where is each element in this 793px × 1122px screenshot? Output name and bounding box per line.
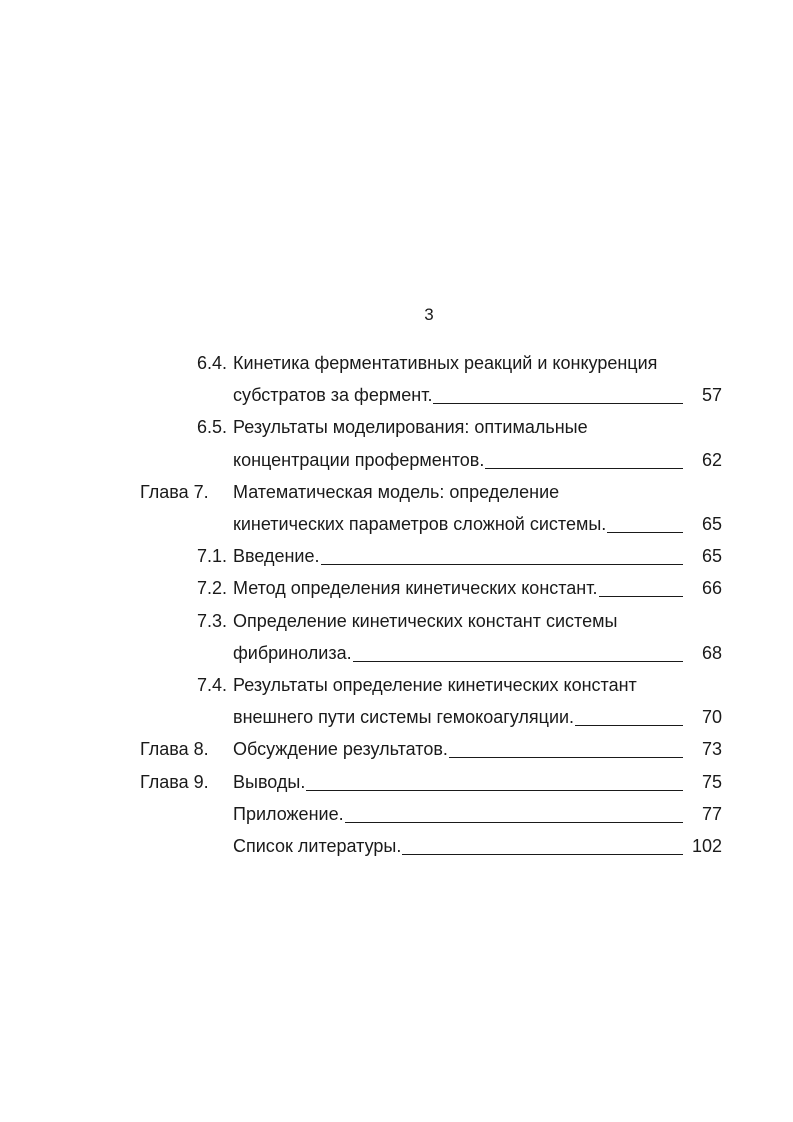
toc-entry-title: Математическая модель: определение [233, 482, 560, 502]
toc-page-number: 102 [691, 836, 722, 856]
toc-entry [0, 834, 793, 858]
toc-section-number: 7.2. [196, 578, 227, 598]
toc-entry-title: Приложение. [233, 804, 344, 824]
toc-entry-title: Кинетика ферментативных реакций и конкуренция [233, 353, 658, 373]
toc-entry [0, 512, 793, 536]
toc-entry [0, 705, 793, 729]
toc-section-number: 7.1. [196, 546, 227, 566]
toc-entry [0, 351, 793, 375]
toc-entry [0, 802, 793, 826]
toc-page-number: 73 [701, 739, 722, 759]
toc-entry-title: внешнего пути системы гемокоагуляции. [233, 707, 575, 727]
toc-leader-line [402, 854, 683, 855]
toc-entry [0, 383, 793, 407]
toc-page-number: 77 [701, 804, 722, 824]
toc-entry [0, 544, 793, 568]
toc-leader-line [433, 403, 683, 404]
toc-chapter-label: Глава 9. [140, 772, 209, 792]
toc-entry [0, 641, 793, 665]
toc-entry [0, 609, 793, 633]
toc-entry-title: фибринолиза. [233, 643, 352, 663]
toc-entry-title: Введение. [233, 546, 320, 566]
toc-entry-title: Результаты определение кинетических констант [233, 675, 637, 695]
toc-entry-title: субстратов за фермент. [233, 385, 433, 405]
toc-page-number: 68 [701, 643, 722, 663]
toc-page-number: 70 [701, 707, 722, 727]
toc-entry-title: Обсуждение результатов. [233, 739, 448, 759]
toc-entry [0, 737, 793, 761]
toc-section-number: 6.5. [196, 417, 227, 437]
toc-entry-title: Определение кинетических констант системы [233, 611, 618, 631]
toc-entry-title: концентрации проферментов. [233, 450, 485, 470]
toc-leader-line [353, 661, 683, 662]
toc-entry-title: Список литературы. [233, 836, 402, 856]
toc-section-number: 6.4. [196, 353, 227, 373]
toc-entry [0, 480, 793, 504]
toc-leader-line [306, 790, 683, 791]
toc-chapter-label: Глава 8. [140, 739, 209, 759]
toc-leader-line [599, 596, 684, 597]
toc-page-number: 75 [701, 772, 722, 792]
toc-entry [0, 673, 793, 697]
toc-leader-line [575, 725, 683, 726]
toc-entry-title: Выводы. [233, 772, 306, 792]
page-number: 3 [424, 305, 434, 324]
toc-page-number: 65 [701, 514, 722, 534]
toc-leader-line [321, 564, 683, 565]
toc-section-number: 7.4. [196, 675, 227, 695]
toc-page-number: 66 [701, 578, 722, 598]
toc-entry [0, 415, 793, 439]
toc-entry-title: кинетических параметров сложной системы. [233, 514, 607, 534]
toc-entry [0, 576, 793, 600]
toc-page-number: 62 [701, 450, 722, 470]
toc-page-number: 57 [701, 385, 722, 405]
toc-chapter-label: Глава 7. [140, 482, 209, 502]
toc-section-number: 7.3. [196, 611, 227, 631]
toc-leader-line [449, 757, 683, 758]
toc-leader-line [345, 822, 683, 823]
toc-entry-title: Метод определения кинетических констант. [233, 578, 598, 598]
toc-entry-title: Результаты моделирования: оптимальные [233, 417, 588, 437]
toc-entry [0, 770, 793, 794]
toc-leader-line [485, 468, 683, 469]
toc-entry [0, 448, 793, 472]
toc-page-number: 65 [701, 546, 722, 566]
